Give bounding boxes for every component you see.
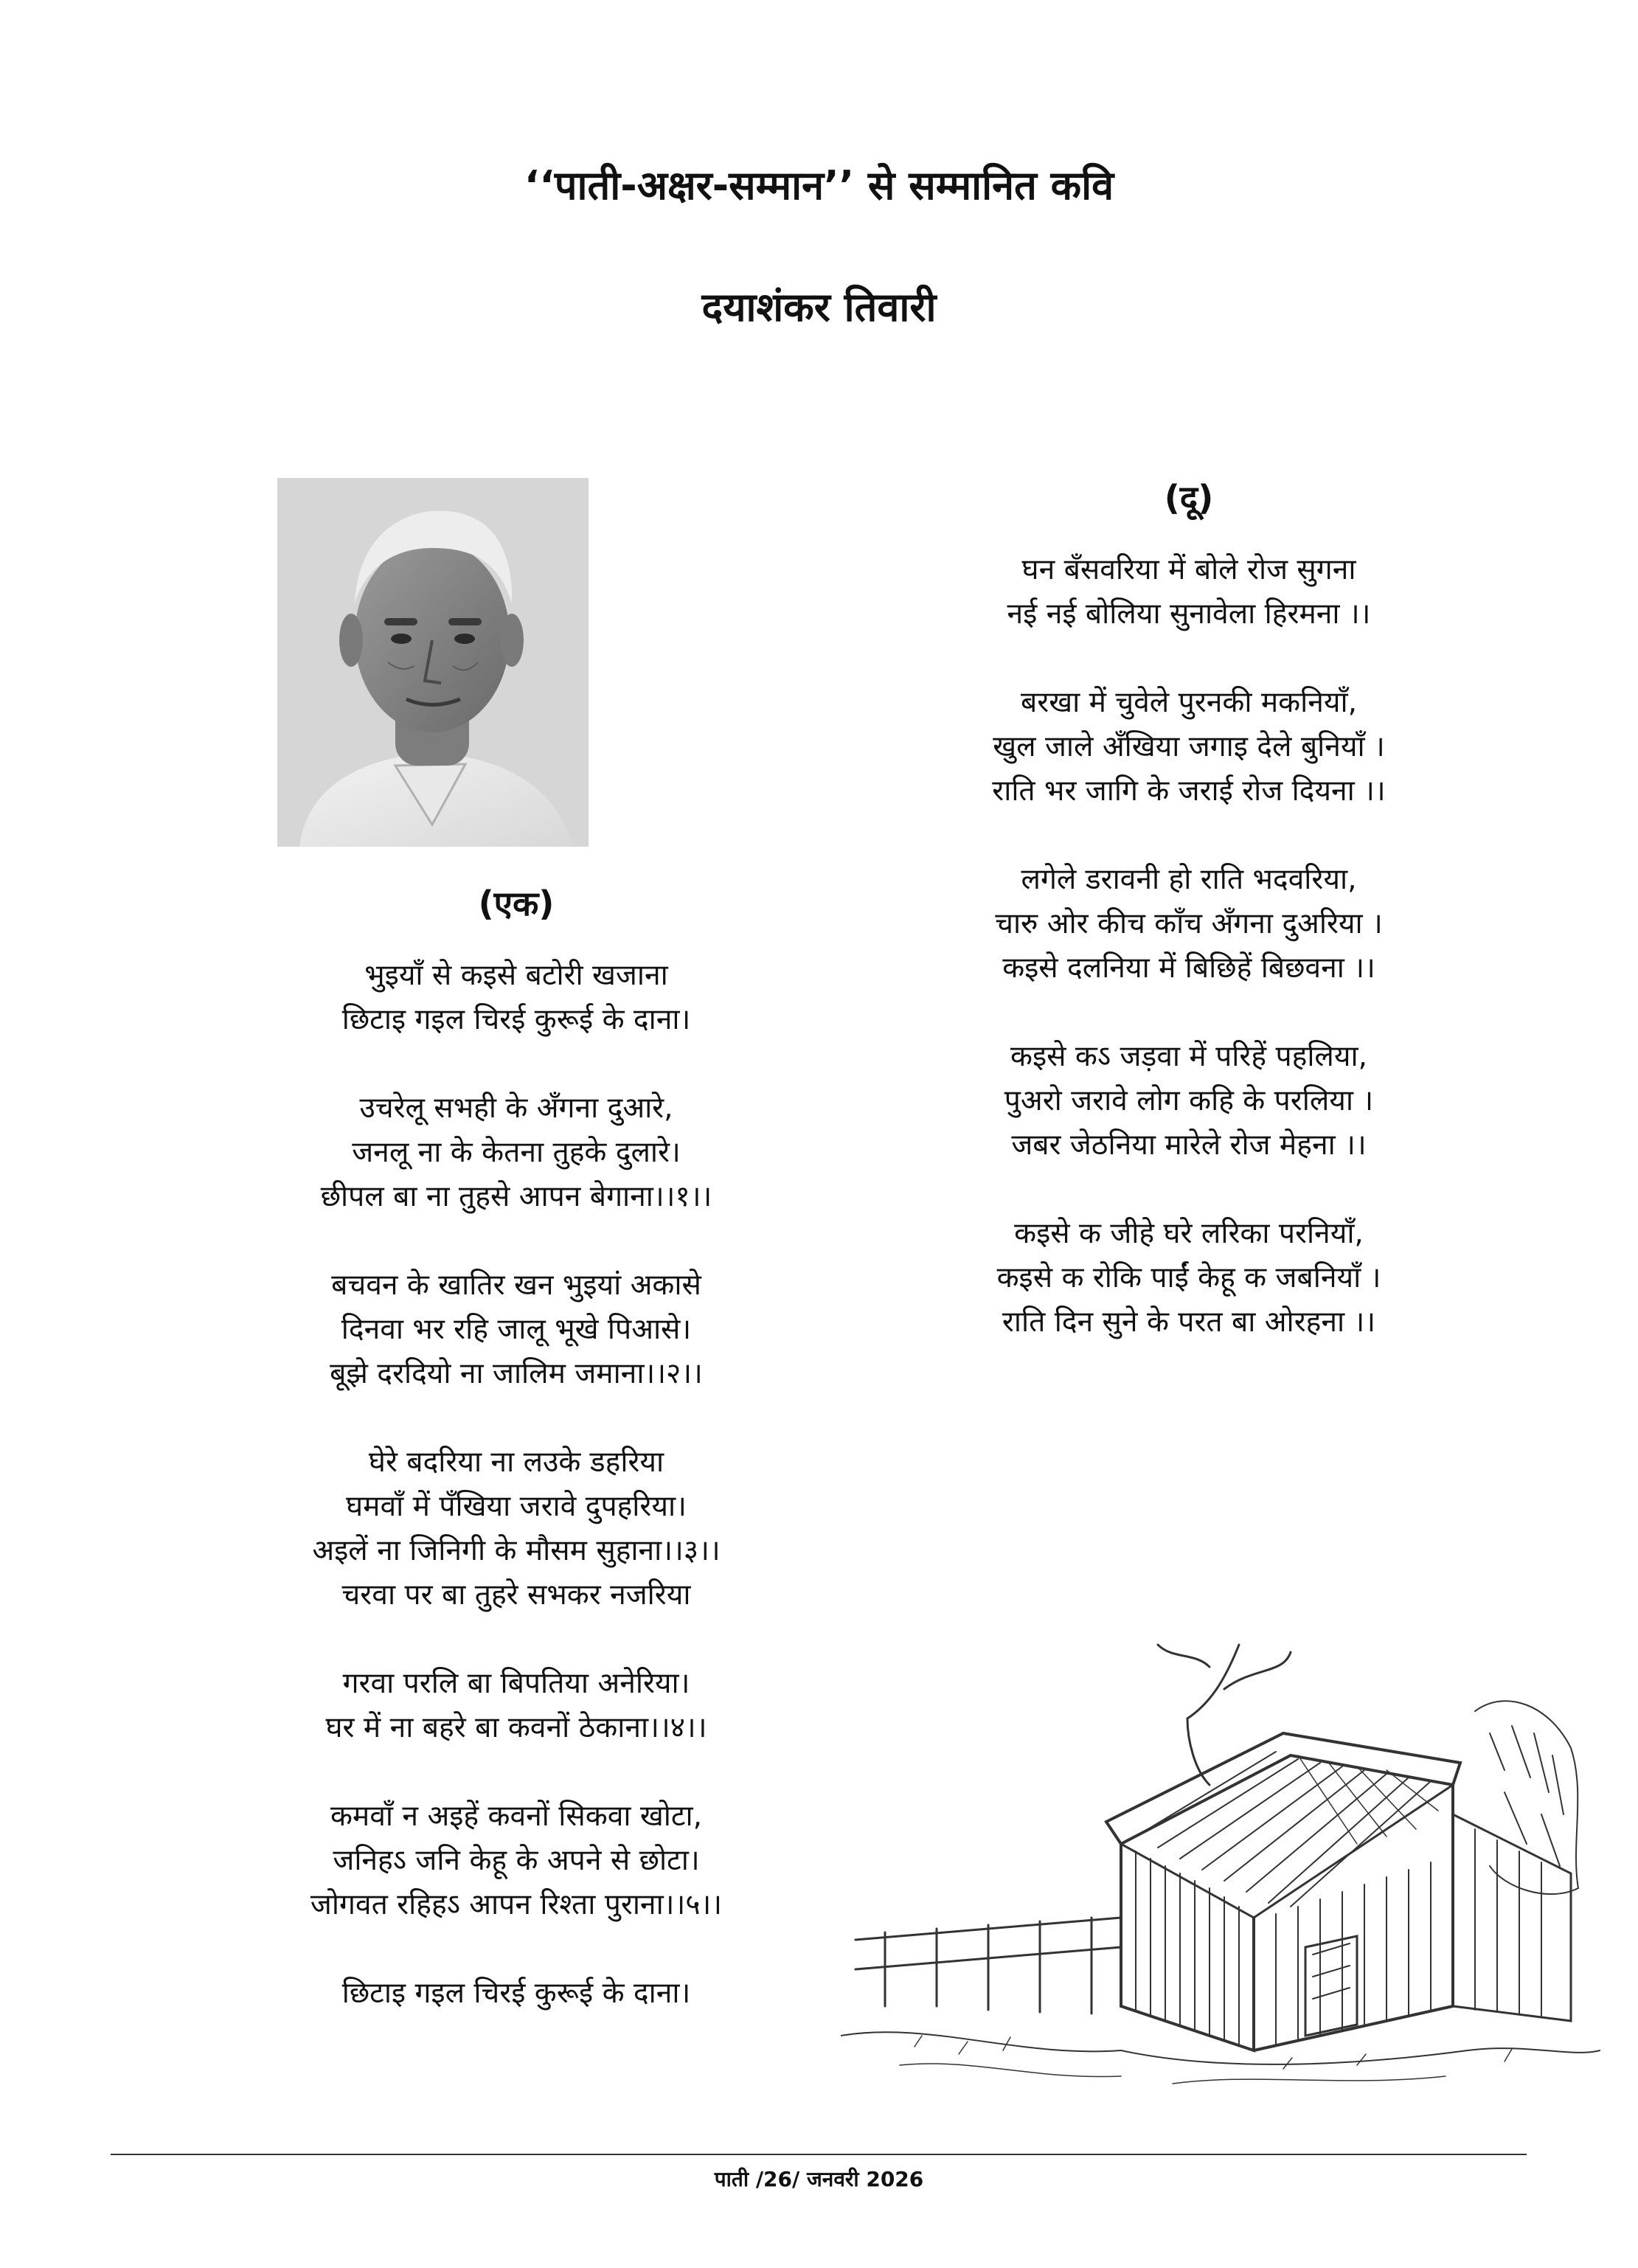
poem-two-stanza [820,858,1558,991]
poem-two-stanza [820,1035,1558,1168]
verse-line: लगेले डरावनी हो राति भदवरिया, [1021,863,1357,896]
verse-line: गरवा परलि बा बिपतिया अनेरिया। [342,1667,690,1700]
verse-line: छिटाइ गइल चिरई कुरूई के दाना। [341,1977,691,2010]
verse-line: कइसे क रोकि पाईं केहू क जबनियाँ । [996,1261,1381,1294]
verse-line: छिटाइ गइल चिरई कुरूई के दाना। [341,1003,691,1036]
verse-line: जोगवत रहिहऽ आपन रिश्ता पुराना।।५।। [310,1888,723,1921]
verse-line: घमवाँ में पँखिया जरावे दुपहरिया। [346,1490,687,1523]
poem-two-heading: (दू) [1164,478,1214,518]
verse-line: छीपल बा ना तुहसे आपन बेगाना।।१।। [320,1180,712,1213]
verse-line: अइलें ना जिनिगी के मौसम सुहाना।।३।। [312,1534,721,1567]
verse-line: जबर जेठनिया मारेले रोज मेहना ।। [1011,1128,1367,1162]
verse-line: पुअरो जरावे लोग कहि के परलिया । [1004,1084,1374,1117]
verse-line: घर में ना बहरे बा कवनों ठेकाना।।४।। [325,1711,707,1744]
verse-line: बरखा में चुवेले पुरनकी मकनियाँ, [1021,686,1357,719]
poem-one-stanza [148,1086,885,1219]
poem-one-stanza [148,1794,885,1927]
verse-line: कइसे कऽ जड़वा में परिहें पहलिया, [1010,1040,1367,1073]
page-title: ‘‘पाती-अक्षर-सम्मान’’ से सम्मानित कवि [524,162,1114,209]
poem-two-stanza [820,681,1558,814]
verse-line: उचरेलू सभही के अँगना दुआरे, [359,1092,673,1125]
verse-line: दिनवा भर रहि जालू भूखे पिआसे। [341,1313,692,1346]
poem-two-stanza [820,1212,1558,1345]
verse-line: चारु ओर कीच काँच अँगना दुअरिया । [995,907,1383,940]
poem-one-stanza [148,1972,885,2016]
verse-line: नई नई बोलिया सुनावेला हिरमना ।। [1007,597,1371,631]
poem-one-heading: (एक) [478,884,555,923]
verse-line: घेरे बदरिया ना लउके डहरिया [368,1446,664,1479]
verse-line: जनिहऽ जनि केहू के अपने से छोटा। [333,1844,700,1877]
verse-line: खुल जाले अँखिया जगाइ देले बुनियाँ । [993,730,1385,763]
poem-one [148,881,885,2060]
verse-line: कमवाँ न अइहें कवनों सिकवा खोटा, [330,1800,703,1833]
poem-one-stanza [148,1263,885,1396]
poem-two-stanza [820,548,1558,637]
verse-line: घन बँसवरिया में बोले रोज सुगना [1021,553,1356,586]
verse-line: चरवा पर बा तुहरे सभकर नजरिया [341,1578,691,1612]
verse-line: कइसे क जीहे घरे लरिका परनियाँ, [1014,1217,1364,1250]
verse-line: राति दिन सुने के परत बा ओरहना ।। [1002,1305,1376,1339]
verse-line: बूझे दरदियो ना जालिम जमाना।।२।। [330,1357,703,1390]
poem-one-stanza [148,1440,885,1617]
verse-line: भुइयाँ से कइसे बटोरी खजाना [364,959,668,992]
poem-two [820,476,1558,1389]
verse-line: कइसे दलनिया में बिछिहें बिछवना ।। [1002,951,1375,985]
footer-divider [111,2154,1527,2155]
verse-line: बचवन के खातिर खन भुइयां अकासे [331,1269,701,1302]
poem-one-stanza [148,1662,885,1750]
hut-sketch-illustration [841,1623,1600,2095]
poet-name: दयाशंकर तिवारी [701,284,937,330]
verse-line: राति भर जागि के जराई रोज दियना ।। [992,774,1386,808]
poet-photo [277,478,589,847]
page-footer: पाती /26/ जनवरी 2026 [714,2167,924,2191]
verse-line: जनलू ना के केतना तुहके दुलारे। [352,1136,681,1169]
poem-one-stanza [148,954,885,1042]
